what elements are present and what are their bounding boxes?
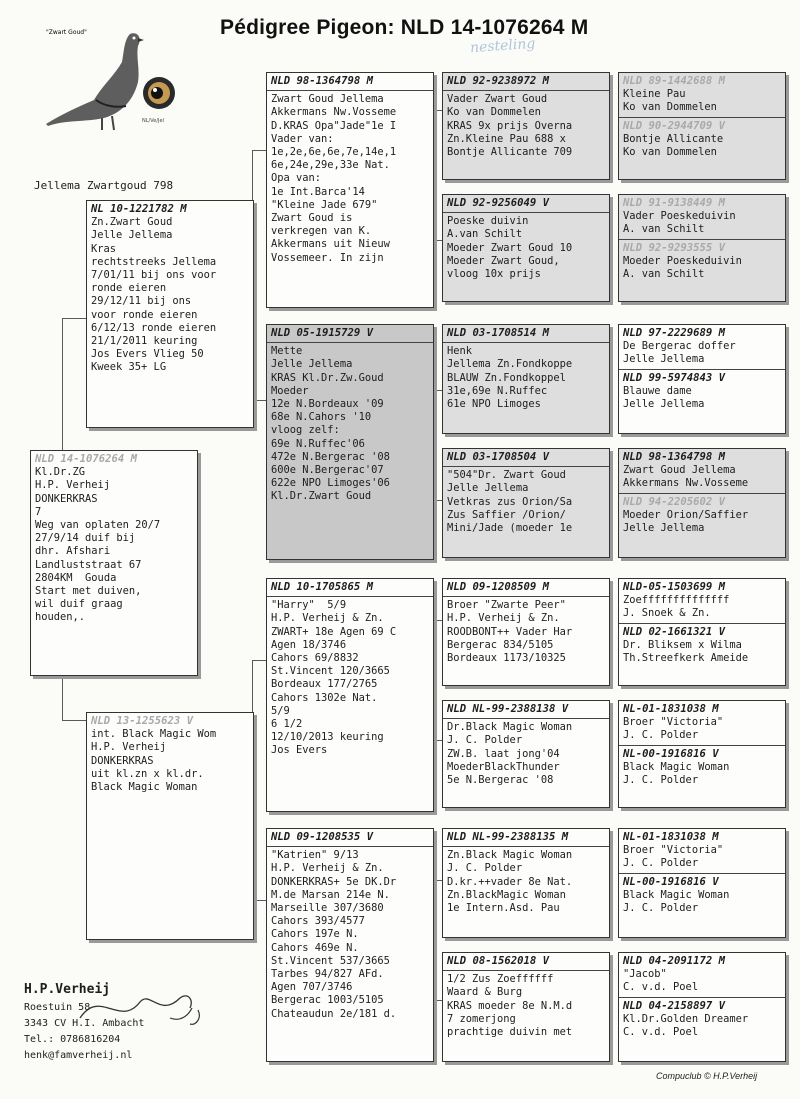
dsd-card <box>442 700 610 808</box>
dss-line: Broer "Zwarte Peer" <box>447 599 566 612</box>
sire-line: 29/12/11 bij ons <box>91 295 192 308</box>
dd-line: Marseille 307/3680 <box>271 902 384 915</box>
dds-line: 1e Intern.Asd. Pau <box>447 902 560 915</box>
sds-line: 61e NPO Limoges <box>447 398 541 411</box>
ds-line: St.Vincent 120/3665 <box>271 665 390 678</box>
sss-line: Ko van Dommelen <box>447 106 541 119</box>
dd-ring-number: NLD 09-1208535 V <box>271 831 374 843</box>
sd-line: 472e N.Bergerac '08 <box>271 450 390 463</box>
handwritten-scribble: nesteling <box>469 35 536 57</box>
gen4-pair-6 <box>618 828 786 938</box>
connector-main-sire <box>62 318 63 450</box>
pair-separator <box>619 369 785 370</box>
ss-ring-number: NLD 98-1364798 M <box>271 75 374 87</box>
page-title: Pédigree Pigeon: NLD 14-1076264 M <box>220 16 589 39</box>
sire-line: ronde eieren <box>91 282 167 295</box>
main-line: H.P. Verheij <box>35 479 111 492</box>
dds-line: Zn.BlackMagic Woman <box>447 888 566 901</box>
connector-dd <box>252 900 266 901</box>
gen4-line: Broer "Victoria" <box>623 844 724 857</box>
dss-line: Bergerac 834/5105 <box>447 638 554 651</box>
ring-separator <box>443 342 609 343</box>
dss-line: Bordeaux 1173/10325 <box>447 652 566 665</box>
dd-line: DONKERKRAS+ 5e DK.Dr <box>271 875 397 888</box>
sd-line: Mette <box>271 345 303 358</box>
ring-separator <box>267 846 433 847</box>
gen4-ring-number: NLD 04-2158897 V <box>623 999 726 1012</box>
sd-line: 68e N.Cahors '10 <box>271 411 372 424</box>
main-ring-number: NLD 14-1076264 M <box>35 453 138 465</box>
gen4-line: A. van Schilt <box>623 223 705 236</box>
logo-label: "Zwart Goud" <box>46 29 87 36</box>
sire-line: 7/01/11 bij ons voor <box>91 269 217 282</box>
dss-line: ROODBONT++ Vader Har <box>447 625 573 638</box>
main-line: houden,. <box>35 611 86 624</box>
gen4-ring-number: NLD 91-9138449 M <box>623 197 726 209</box>
gen4-ring-number: NLD 89-1442688 M <box>623 75 726 87</box>
gen4-ring-number: NL-00-1916816 V <box>623 747 719 760</box>
ssd-card <box>442 194 610 302</box>
sdd-card <box>442 448 610 558</box>
dds-line: J. C. Polder <box>447 862 523 875</box>
gen4-ring-number: NLD 02-1661321 V <box>623 625 726 638</box>
main-line: 7 <box>35 505 42 518</box>
ring-separator <box>443 466 609 467</box>
pair-separator <box>619 239 785 240</box>
sire-line: Kweek 35+ LG <box>91 361 167 374</box>
gen4-line: Akkermans Nw.Vosseme <box>623 477 749 490</box>
sire-line: 21/1/2011 keuring <box>91 335 198 348</box>
dam-line: DONKERKRAS <box>91 754 154 767</box>
sd-line: 12e N.Bordeaux '09 <box>271 398 384 411</box>
dds-card <box>442 828 610 938</box>
gen4-line: De Bergerac doffer <box>623 340 736 353</box>
sds-line: Henk <box>447 345 473 358</box>
main-line: Weg van oplaten 20/7 <box>35 519 161 532</box>
ss-line: 6e,24e,29e,33e Nat. <box>271 159 390 172</box>
gen4-line: Ko van Dommelen <box>623 101 717 114</box>
sire-sire-card <box>266 72 434 308</box>
connector-sire-stub <box>62 318 86 319</box>
sdd-line: Zus Saffier /Orion/ <box>447 508 566 521</box>
dam-line: uit kl.zn x kl.dr. <box>91 767 204 780</box>
gen4-line: J. C. Polder <box>623 729 699 742</box>
ss-line: 1e Int.Barca'14 <box>271 185 365 198</box>
sire-line: 6/12/13 ronde eieren <box>91 321 217 334</box>
main-line: 2804KM Gouda <box>35 571 117 584</box>
dam-dam-card <box>266 828 434 1062</box>
dds-line: D.kr.++vader 8e Nat. <box>447 875 573 888</box>
sds-line: BLAUW Zn.Fondkoppel <box>447 371 566 384</box>
ssd-line: Poeske duivin <box>447 215 529 228</box>
sss-line: Zn.Kleine Pau 688 x <box>447 132 566 145</box>
breeder-name: H.P.Verheij <box>24 982 111 997</box>
gen4-line: J. C. Polder <box>623 774 699 787</box>
sds-card <box>442 324 610 434</box>
dd-line: St.Vincent 537/3665 <box>271 954 390 967</box>
pair-separator <box>619 745 785 746</box>
gen4-pair-5 <box>618 700 786 808</box>
gen4-pair-0 <box>618 72 786 180</box>
ssd-line: Moeder Zwart Goud, <box>447 254 560 267</box>
dd-line: Cahors 393/4577 <box>271 915 365 928</box>
sire-line: Zn.Zwart Goud <box>91 216 173 229</box>
dam-ring-number: NLD 13-1255623 V <box>91 715 194 727</box>
sss-line: KRAS 9x prijs Overna <box>447 119 573 132</box>
ring-separator <box>267 596 433 597</box>
ring-separator <box>443 596 609 597</box>
ds-line: Jos Evers <box>271 744 328 757</box>
pair-separator <box>619 623 785 624</box>
ss-line: verkregen van K. <box>271 225 372 238</box>
dsd-line: J. C. Polder <box>447 734 523 747</box>
main-line: dhr. Afshari <box>35 545 111 558</box>
sire-ring-number: NL 10-1221782 M <box>91 203 187 215</box>
main-line: Kl.Dr.ZG <box>35 466 86 479</box>
gen4-line: J. C. Polder <box>623 902 699 915</box>
ssd-line: A.van Schilt <box>447 228 523 241</box>
ss-line: "Kleine Jade 679" <box>271 198 378 211</box>
dss-card <box>442 578 610 686</box>
gen4-ring-number: NLD-05-1503699 M <box>623 581 726 593</box>
sdd-line: "504"Dr. Zwart Goud <box>447 469 566 482</box>
pigeon-eye-icon <box>142 76 176 110</box>
sss-ring-number: NLD 92-9238972 M <box>447 75 550 87</box>
dam-line: int. Black Magic Wom <box>91 728 217 741</box>
ss-line: Opa van: <box>271 172 322 185</box>
gen4-line: Jelle Jellema <box>623 398 705 411</box>
ss-line: Zwart Goud is <box>271 212 353 225</box>
ring-separator <box>443 718 609 719</box>
sire-line: Jos Evers Vlieg 50 <box>91 348 204 361</box>
dd-line: Bergerac 1003/5105 <box>271 994 384 1007</box>
sd-line: 622e NPO Limoges'06 <box>271 477 390 490</box>
sd-line: 600e N.Bergerac'07 <box>271 464 384 477</box>
sdd-line: Jelle Jellema <box>447 482 529 495</box>
connector-ss-dam <box>434 240 442 241</box>
dam-line: Black Magic Woman <box>91 781 198 794</box>
sd-line: vloog zelf: <box>271 424 340 437</box>
ring-separator <box>443 846 609 847</box>
ddd-line: prachtige duivin met <box>447 1026 573 1039</box>
gen4-ring-number: NL-01-1831038 M <box>623 703 719 715</box>
dsd-line: MoederBlackThunder <box>447 760 560 773</box>
sd-ring-number: NLD 05-1915729 V <box>271 327 374 339</box>
gen4-line: J. Snoek & Zn. <box>623 607 711 620</box>
sdd-ring-number: NLD 03-1708504 V <box>447 451 550 463</box>
gen4-line: Ko van Dommelen <box>623 146 717 159</box>
gen4-line: Black Magic Woman <box>623 760 730 773</box>
ds-line: Agen 18/3746 <box>271 638 347 651</box>
dd-line: "Katrien" 9/13 <box>271 849 359 862</box>
credit-line: Compuclub © H.P.Verheij <box>656 1071 758 1081</box>
ddd-card <box>442 952 610 1062</box>
gen4-line: "Jacob" <box>623 968 667 981</box>
sdd-line: Mini/Jade (moeder 1e <box>447 522 573 535</box>
sd-line: Kl.Dr.Zwart Goud <box>271 490 372 503</box>
gen4-pair-1 <box>618 194 786 302</box>
connector-ds <box>252 660 266 661</box>
gen4-ring-number: NL-00-1916816 V <box>623 875 719 888</box>
dd-line: Cahors 469e N. <box>271 941 359 954</box>
zwart-goud-logo <box>42 26 192 141</box>
ring-separator <box>443 90 609 91</box>
dam-card <box>86 712 254 940</box>
ss-line: Zwart Goud Jellema <box>271 93 384 106</box>
sd-line: 69e N.Ruffec'06 <box>271 437 365 450</box>
sds-line: 31e,69e N.Ruffec <box>447 384 548 397</box>
dd-line: Cahors 197e N. <box>271 928 359 941</box>
sdd-line: Vetkras zus Orion/Sa <box>447 495 573 508</box>
gen4-ring-number: NLD 97-2229689 M <box>623 327 726 339</box>
ssd-line: Moeder Zwart Goud 10 <box>447 241 573 254</box>
gen4-line: Black Magic Woman <box>623 888 730 901</box>
sd-line: Jelle Jellema <box>271 358 353 371</box>
ss-line: 1e,2e,6e,6e,7e,14e,1 <box>271 146 397 159</box>
ds-line: 12/10/2013 keuring <box>271 731 384 744</box>
gen4-line: Jelle Jellema <box>623 522 705 535</box>
dsd-line: ZW.B. laat jong'04 <box>447 747 560 760</box>
sire-card <box>86 200 254 428</box>
ddd-line: Waard & Burg <box>447 986 523 999</box>
connector-main-dam <box>62 676 63 720</box>
gen4-line: Jelle Jellema <box>623 353 705 366</box>
ds-line: Cahors 69/8832 <box>271 652 359 665</box>
ddd-line: KRAS moeder 8e N.M.d <box>447 999 573 1012</box>
dam-line: H.P. Verheij <box>91 741 167 754</box>
gen4-pair-2 <box>618 324 786 434</box>
dsd-ring-number: NLD NL-99-2388138 V <box>447 703 569 715</box>
ddd-ring-number: NLD 08-1562018 V <box>447 955 550 967</box>
dss-line: H.P. Verheij & Zn. <box>447 612 560 625</box>
main-line: 27/9/14 duif bij <box>35 532 136 545</box>
pair-separator <box>619 997 785 998</box>
connector-sd-dam <box>434 500 442 501</box>
gen4-pair-3 <box>618 448 786 558</box>
dd-line: Agen 707/3746 <box>271 981 353 994</box>
gen4-line: Kl.Dr.Golden Dreamer <box>623 1012 749 1025</box>
sire-line: rechtstreeks Jellema <box>91 255 217 268</box>
gen4-line: Zoeffffffffffffff <box>623 594 730 607</box>
ds-line: "Harry" 5/9 <box>271 599 347 612</box>
ds-line: Cahors 1302e Nat. <box>271 691 378 704</box>
gen4-ring-number: NLD 92-9293555 V <box>623 241 726 254</box>
ds-line: H.P. Verheij & Zn. <box>271 612 384 625</box>
gen4-line: Zwart Goud Jellema <box>623 464 736 477</box>
sire-line: Kras <box>91 242 117 255</box>
gen4-ring-number: NLD 94-2205602 V <box>623 495 726 508</box>
sire-dam-card <box>266 324 434 560</box>
ss-line: Akkermans Nw.Vosseme <box>271 106 397 119</box>
gen4-line: Th.Streefkerk Ameide <box>623 652 749 665</box>
gen4-line: Moeder Poeskeduivin <box>623 254 742 267</box>
pair-separator <box>619 873 785 874</box>
owner-header: Jellema Zwartgoud 798 <box>34 179 174 192</box>
ssd-ring-number: NLD 92-9256049 V <box>447 197 550 209</box>
gen4-line: A. van Schilt <box>623 268 705 281</box>
ds-ring-number: NLD 10-1705865 M <box>271 581 374 593</box>
gen4-ring-number: NLD 98-1364798 M <box>623 451 726 463</box>
sd-line: Moeder <box>271 384 309 397</box>
connector-ss-sire <box>434 110 442 111</box>
gen4-line: Blauwe dame <box>623 384 692 397</box>
main-pigeon-card <box>30 450 198 676</box>
gen4-pair-7 <box>618 952 786 1062</box>
ss-line: Vader van: <box>271 132 334 145</box>
gen4-ring-number: NLD 04-2091172 M <box>623 955 726 967</box>
sire-line: Jelle Jellema <box>91 229 173 242</box>
sss-line: Bontje Allicante 709 <box>447 146 573 159</box>
connector-ss <box>252 150 266 151</box>
gen4-line: Dr. Bliksem x Wilma <box>623 638 742 651</box>
connector-sd <box>252 400 266 401</box>
logo-small-text: NL/Ve/Jel <box>142 118 164 124</box>
ss-line: Akkermans uit Nieuw <box>271 238 390 251</box>
connector-dd-sire <box>434 880 442 881</box>
ring-separator <box>267 90 433 91</box>
main-line: Start met duiven, <box>35 585 142 598</box>
dam-sire-card <box>266 578 434 812</box>
sss-line: Vader Zwart Goud <box>447 93 548 106</box>
breeder-email[interactable]: henk@famverheij.nl <box>24 1050 133 1061</box>
gen4-line: Kleine Pau <box>623 88 686 101</box>
dds-ring-number: NLD NL-99-2388135 M <box>447 831 569 843</box>
gen4-line: Moeder Orion/Saffier <box>623 508 749 521</box>
dsd-line: Dr.Black Magic Woman <box>447 721 573 734</box>
pair-separator <box>619 493 785 494</box>
sire-line: voor ronde eieren <box>91 308 198 321</box>
gen4-line: C. v.d. Poel <box>623 1026 699 1039</box>
gen4-line: J. C. Polder <box>623 857 699 870</box>
dd-line: M.de Marsan 214e N. <box>271 888 390 901</box>
sds-line: Jellema Zn.Fondkoppe <box>447 358 573 371</box>
gen4-line: C. v.d. Poel <box>623 981 699 994</box>
dd-line: H.P. Verheij & Zn. <box>271 862 384 875</box>
ring-separator <box>267 342 433 343</box>
main-line: Landluststraat 67 <box>35 558 142 571</box>
gen4-ring-number: NLD 99-5974843 V <box>623 371 726 384</box>
ddd-line: 7 zomerjong <box>447 1012 516 1025</box>
ring-separator <box>443 970 609 971</box>
ds-line: 5/9 <box>271 704 290 717</box>
connector-sd-sire <box>434 390 442 391</box>
ds-line: 6 1/2 <box>271 718 303 731</box>
breeder-phone: Tel.: 0786816204 <box>24 1034 121 1045</box>
gen4-line: Vader Poeskeduivin <box>623 210 736 223</box>
connector-dam-stub <box>62 720 86 721</box>
ss-line: Vossemeer. In zijn <box>271 251 384 264</box>
pair-separator <box>619 117 785 118</box>
gen4-pair-4 <box>618 578 786 686</box>
ds-line: ZWART+ 18e Agen 69 C <box>271 625 397 638</box>
ds-line: Bordeaux 177/2765 <box>271 678 378 691</box>
dss-ring-number: NLD 09-1208509 M <box>447 581 550 593</box>
ring-separator <box>443 212 609 213</box>
sds-ring-number: NLD 03-1708514 M <box>447 327 550 339</box>
main-line: wil duif graag <box>35 598 123 611</box>
breeder-address: Roestuin 58 <box>24 1002 91 1013</box>
dd-line: Tarbes 94/827 AFd. <box>271 968 384 981</box>
sd-line: KRAS Kl.Dr.Zw.Goud <box>271 371 384 384</box>
ddd-line: 1/2 Zus Zoeffffff <box>447 973 554 986</box>
ss-line: D.KRAS Opa"Jade"1e I <box>271 119 397 132</box>
connector-dd-dam <box>434 1000 442 1001</box>
ssd-line: vloog 10x prijs <box>447 268 541 281</box>
gen4-line: Bontje Allicante <box>623 132 724 145</box>
breeder-city: 3343 CV H.I. Ambacht <box>24 1018 145 1029</box>
dsd-line: 5e N.Bergerac '08 <box>447 774 554 787</box>
main-line: DONKERKRAS <box>35 492 98 505</box>
gen4-ring-number: NL-01-1831038 M <box>623 831 719 843</box>
gen4-line: Broer "Victoria" <box>623 716 724 729</box>
gen4-ring-number: NLD 90-2944709 V <box>623 119 726 132</box>
sss-card <box>442 72 610 180</box>
dds-line: Zn.Black Magic Woman <box>447 849 573 862</box>
dd-line: Chateaudun 2e/181 d. <box>271 1007 397 1020</box>
connector-ds-sire <box>434 620 442 621</box>
connector-ds-dam <box>434 740 442 741</box>
